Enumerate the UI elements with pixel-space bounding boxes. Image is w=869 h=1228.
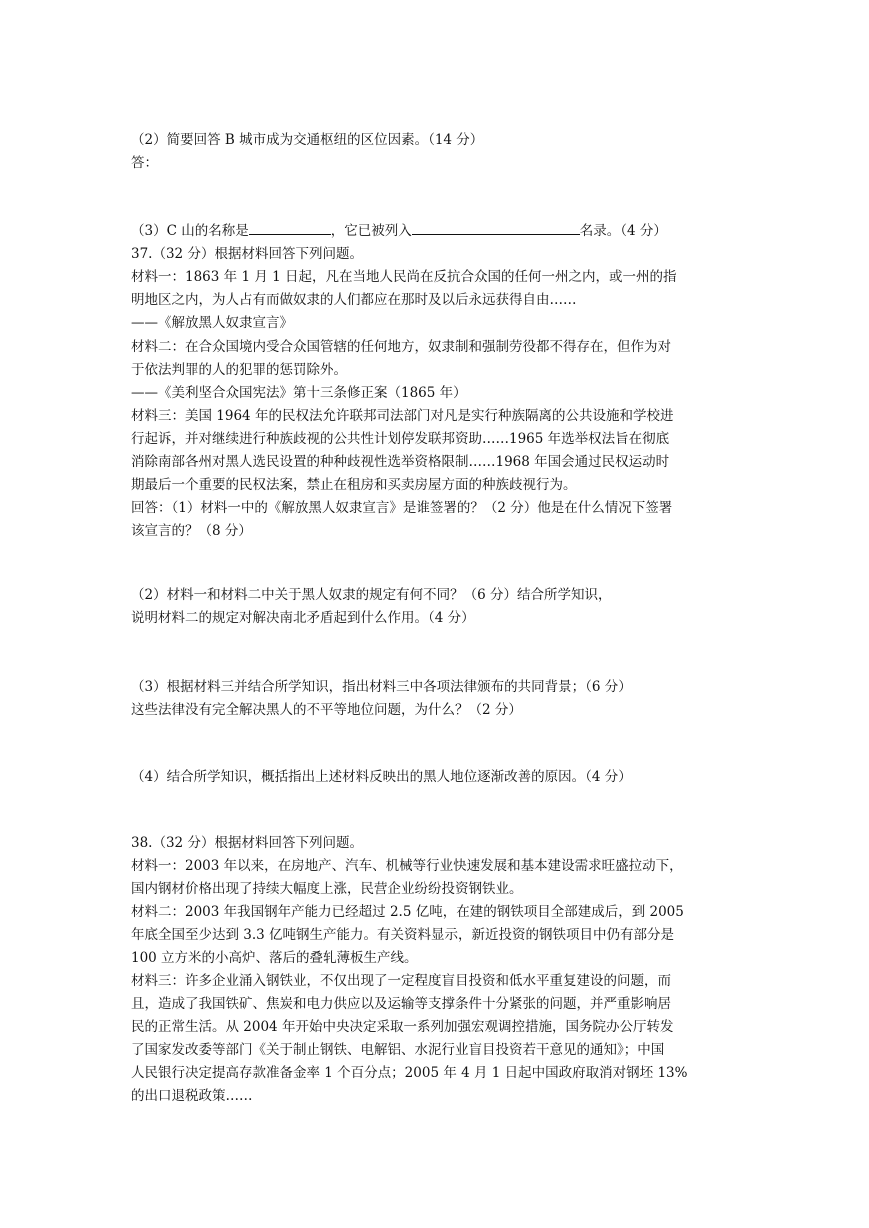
q37-header: 37.（32 分）根据材料回答下列问题。: [131, 246, 363, 262]
q38-material3-line4: 了国家发改委等部门《关于制止钢铁、电解铝、水泥行业盲目投资若干意见的通知》；中国: [131, 1042, 665, 1058]
q38-material3-line6: 的出口退税政策……: [131, 1088, 253, 1104]
q37-material3-line3: 消除南部各州对黑人选民设置的种种歧视性选举资格限制……1968 年国会通过民权运动时: [131, 454, 670, 470]
q37-material3-line2: 行起诉，并对继续进行种族歧视的公共性计划停发联邦资助……1965 年选举权法旨在彻底: [131, 431, 670, 447]
q37-question4: （4）结合所学知识，概括指出上述材料反映出的黑人地位逐渐改善的原因。（4 分）: [131, 769, 632, 785]
q38-material2-line3: 100 立方米的小高炉、落后的叠轧薄板生产线。: [131, 950, 418, 966]
q37-question3-line2: 这些法律没有完全解决黑人的不平等地位问题，为什么？（2 分）: [131, 702, 522, 718]
q37-material2-line1: 材料二：在合众国境内受合众国管辖的任何地方，奴隶制和强制劳役都不得存在，但作为对: [131, 339, 671, 355]
q37-question3-line1: （3）根据材料三并结合所学知识，指出材料三中各项法律颁布的共同背景；（6 分）: [131, 679, 632, 695]
mountain-name-blank[interactable]: [249, 220, 331, 235]
q38-material1-line1: 材料一：2003 年以来，在房地产、汽车、机械等行业快速发展和基本建设需求旺盛拉动下，: [131, 858, 683, 874]
q38-material1-line2: 国内钢材价格出现了持续大幅度上涨，民营企业纷纷投资钢铁业。: [131, 881, 523, 897]
q37-material3-line4: 期最后一个重要的民权法案，禁止在租房和买卖房屋方面的种族歧视行为。: [131, 477, 577, 493]
question-2-city: （2）简要回答 B 城市成为交通枢纽的区位因素。（14 分）: [131, 132, 484, 148]
q37-question1-line1: 回答：（1）材料一中的《解放黑人奴隶宣言》是谁签署的？（2 分）他是在什么情况下签署: [131, 500, 673, 516]
q38-material2-line2: 年底全国至少达到 3.3 亿吨钢生产能力。有关资料显示，新近投资的钢铁项目中仍有部分是: [131, 927, 675, 943]
q37-material3-line1: 材料三：美国 1964 年的民权法允许联邦司法部门对凡是实行种族隔离的公共设施和学校进: [131, 408, 674, 424]
list-name-blank[interactable]: [412, 220, 580, 235]
q37-question1-line2: 该宣言的？（8 分）: [131, 523, 252, 539]
q37-question2-line2: 说明材料二的规定对解决南北矛盾起到什么作用。（4 分）: [131, 610, 475, 626]
answer-label: 答：: [131, 155, 158, 171]
q38-material3-line5: 人民银行决定提高存款准备金率 1 个百分点；2005 年 4 月 1 日起中国政府取消对钢坯 13%: [131, 1065, 688, 1081]
q37-material2-source: ——《美利坚合众国宪法》第十三条修正案（1865 年）: [131, 385, 467, 401]
q37-material1-source: ——《解放黑人奴隶宣言》: [131, 315, 293, 331]
q37-question2-line1: （2）材料一和材料二中关于黑人奴隶的规定有何不同？（6 分）结合所学知识，: [131, 587, 612, 603]
q3-middle: ，它已被列入: [330, 223, 412, 239]
q3-suffix: 名录。（4 分）: [579, 223, 667, 239]
question-3-mountain: [131, 220, 667, 241]
q38-material3-line2: 且，造成了我国铁矿、焦炭和电力供应以及运输等支撑条件十分紧张的问题，并严重影响居: [131, 996, 671, 1012]
q3-prefix: （3）C 山的名称是: [131, 223, 249, 239]
q37-material1-line1: 材料一：1863 年 1 月 1 日起，凡在当地人民尚在反抗合众国的任何一州之内，或一州的指: [131, 269, 677, 285]
q37-material1-line2: 明地区之内，为人占有而做奴隶的人们都应在那时及以后永远获得自由……: [131, 292, 577, 308]
q38-material3-line3: 民的正常生活。从 2004 年开始中央决定采取一系列加强宏观调控措施，国务院办公厅转发: [131, 1019, 674, 1035]
q38-material3-line1: 材料三：许多企业涌入钢铁业，不仅出现了一定程度盲目投资和低水平重复建设的问题，而: [131, 973, 671, 989]
q38-material2-line1: 材料二：2003 年我国钢年产能力已经超过 2.5 亿吨，在建的钢铁项目全部建成后，到 2005: [131, 904, 684, 920]
q38-header: 38.（32 分）根据材料回答下列问题。: [131, 835, 363, 851]
q37-material2-line2: 于依法判罪的人的犯罪的惩罚除外。: [131, 362, 347, 378]
